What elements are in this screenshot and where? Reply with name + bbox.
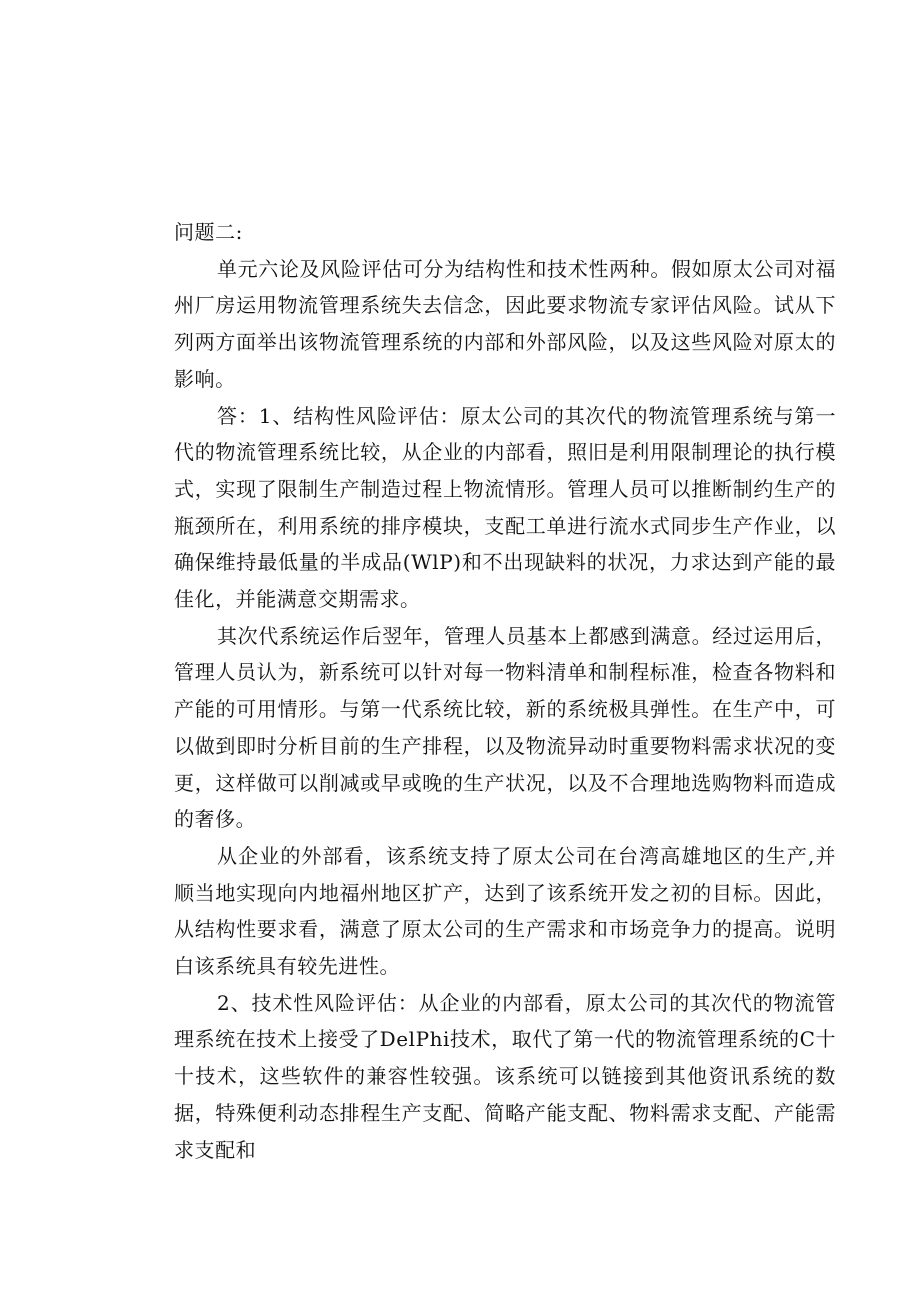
paragraph-external-view: 从企业的外部看，该系统支持了原太公司在台湾高雄地区的生产,并顺当地实现向内地福州地区扩产，达到了该系统开发之初的目标。因此，从结构性要求看，满意了原太公司的生产需求和市场竞争力的提高。说明白该系统具有较先进性。 xyxy=(174,843,836,979)
paragraph-second-gen-system: 其次代系统运作后翌年，管理人员基本上都感到满意。经过运用后，管理人员认为，新系统可以针对每一物料清单和制程标准，检查各物料和产能的可用情形。与第一代系统比较，新的系统极具弹性。在生产中，可以做到即时分析目前的生产排程，以及物流异动时重要物料需求状况的变更，这样做可以削减或早或晚的生产状况，以及不合理地选购物料而造成的奢侈。 xyxy=(174,623,836,832)
document-body xyxy=(174,214,836,1168)
paragraph-question: 单元六论及风险评估可分为结构性和技术性两种。假如原太公司对福州厂房运用物流管理系统失去信念，因此要求物流专家评估风险。试从下列两方面举出该物流管理系统的内部和外部风险，以及这些风险对原太的影响。 xyxy=(174,256,836,391)
section-heading: 问题二: xyxy=(174,220,243,244)
paragraph-technical-risk: 2、技术性风险评估：从企业的内部看，原太公司的其次代的物流管理系统在技术上接受了DelPhi技术，取代了第一代的物流管理系统的C十十技术，这些软件的兼容性较强。该系统可以链接到其他资讯系统的数据，特殊便利动态排程生产支配、简略产能支配、物料需求支配、产能需求支配和 xyxy=(174,990,836,1162)
paragraph-answer-structural: 答：1、结构性风险评估：原太公司的其次代的物流管理系统与第一代的物流管理系统比较，从企业的内部看，照旧是利用限制理论的执行模式，实现了限制生产制造过程上物流情形。管理人员可以推断制约生产的瓶颈所在，利用系统的排序模块，支配工单进行流水式同步生产作业，以确保维持最低量的半成品(WlP)和不出现缺料的状况，力求达到产能的最佳化，并能满意交期需求。 xyxy=(174,403,836,612)
